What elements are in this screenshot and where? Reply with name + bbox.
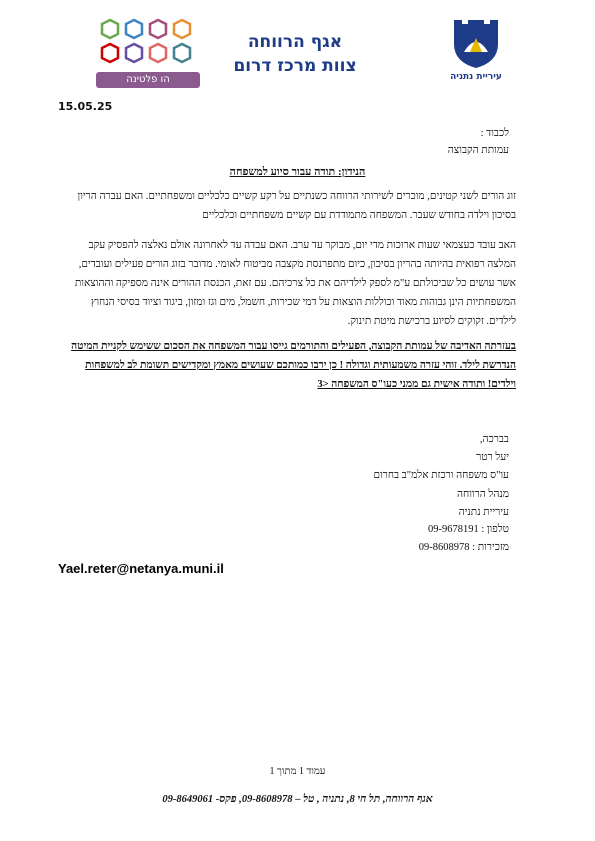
city-emblem-icon: [448, 14, 504, 70]
signature-email[interactable]: Yael.reter@netanya.muni.il: [58, 561, 224, 576]
signature-name: יעל רטר: [476, 452, 509, 463]
signature-department: מנהל הרווחה: [456, 489, 509, 500]
letter-date: 15.05.25: [58, 100, 113, 113]
footer-address: אגף הרווחה, תל חי 8, נתניה , טל – 09-8608978, פקס- 09-8649061: [162, 794, 433, 805]
signature-phone: טלפון : 09-9678191: [427, 524, 509, 535]
department-title: אגף הרווחה: [247, 32, 343, 52]
recipient-name: עמותת הקבוצה: [447, 145, 509, 156]
city-logo-caption: עיריית נתניה: [450, 72, 502, 82]
signature-secretariat: מזכירות : 09-8608978: [418, 542, 509, 553]
body-paragraph-2: האב עובד כעצמאי שעות ארוכות מדי יום, מבוקר עד ערב. האם עבדה עד לאחרונה אולם נאלצה להפסיק עקב המלצה רפואית בהיותה בהריון בסיכון, כיום מתפרנסת מקצבה מביטוח לאומי. מדובר בזוג הורים פעילים ועובדים, אשר עושים כל שביכולתם ע"מ לספק לילדיהם את כל צרכיהם. עם זאת, הכנסת ההורים אינה מספיקה וההוצאות המשפחתיות הינן גבוהות מאוד וכוללות הוצאות על דמי שכירות, חשמל, מים וגז ומזון, ביגוד וציוד בסיסי הנחוץ לילדים. זקוקים לסיוע ברכישת מיטת תינוק.: [74, 240, 516, 327]
page-number: עמוד 1 מתוך 1: [269, 766, 326, 777]
side-logo-label: הו פלטינה: [96, 72, 200, 88]
body-paragraph-1: זוג הורים לשני קטינים, מוכרים לשירותי הרווחה כשנתיים על רקע קשיים כלכליים ומשפחתיים. האם עברה הריון בסיכון וילדה בחודש שעבר. המשפחה מתמודדת עם קשיים משפחתיים וכלכליים: [77, 191, 516, 221]
body-paragraph-3: בעזרתה האדיבה של עמותת הקבוצה, הפעילים והתורמים גייסו עבור המשפחה את הסכום ששימש לקניית המיטה הנדרשת לילד. זוהי עזרה משמעותית וגדולה ! כן ירבו כמותכם שעושים מאמץ ומקדישים תשומת לב למשפחות וילדים! ותודה אישית גם ממני כעו"ס המשפחה <3: [71, 341, 516, 390]
letter-subject: הנידון: תודה עבור סיוע למשפחה: [229, 166, 366, 178]
signature-city: עיריית נתניה: [458, 507, 509, 518]
signature-greeting: בברכה,: [479, 434, 509, 445]
recipient-label: לכבוד :: [480, 128, 509, 139]
signature-role: עו"ס משפחה ורכזת אלמ"ב בחרום: [373, 470, 509, 481]
team-title: צוות מרכז דרום: [233, 56, 357, 76]
